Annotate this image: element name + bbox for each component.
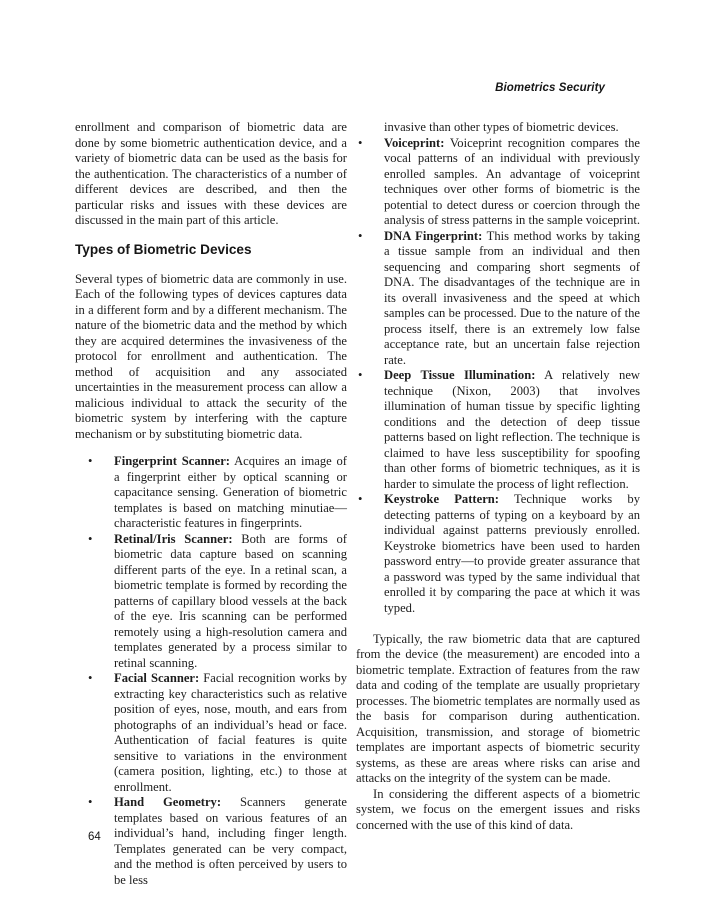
running-header: Biometrics Security xyxy=(495,82,605,94)
bullet-marker: • xyxy=(358,368,363,382)
bullet-text: Both are forms of biometric data capture based on scanning different parts of the eye. In a retinal scan, a biometric template is formed by recording the patterns of capillary blood vessels at the back of the eye. Iris scanning can be performed remotely using a high-resolution camera and templates generated by a process similar to retinal scanning. xyxy=(114,531,347,670)
bullet-term: Facial Scanner: xyxy=(114,671,200,685)
list-item xyxy=(75,454,347,532)
bullet-marker: • xyxy=(358,492,363,506)
section-paragraph: Several types of biometric data are commonly in use. Each of the following types of devices captures data in a different form and by a different mechanism. The nature of the biometric data and the method by which they are acquired determines the invasiveness of the protocol for enrollment and authentication. The method of acquisition and any associated uncertainties in the measurement process can allow a malicious individual to attack the security of the biometric system by interfering with the capture mechanism or by substituting biometric data. xyxy=(75,271,347,441)
bullet-continuation-line: invasive than other types of biometric devices. xyxy=(384,120,619,134)
bullet-marker: • xyxy=(358,228,363,243)
bullet-marker: • xyxy=(88,531,93,546)
bullet-text: Facial recognition works by extracting key characteristics such as relative position of eyes, nose, mouth, and ears from photographs of an individual’s head or face. Authentication of facial features is quite sensitive to variations in the environment (camera position, lighting, etc.) to those at enrollment. xyxy=(114,671,347,794)
bullet-marker: • xyxy=(358,135,363,150)
list-item xyxy=(75,795,347,888)
bullet-term: Voiceprint: xyxy=(384,135,445,150)
list-item xyxy=(75,671,347,795)
list-item xyxy=(356,229,640,369)
closing-paragraph: In considering the different aspects of a biometric system, we focus on the emergent issues and risks concerned with the use of this kind of data. xyxy=(356,786,640,832)
list-item xyxy=(75,532,347,672)
bullet-term: Deep Tissue Illumination: xyxy=(384,368,536,382)
bullet-marker: • xyxy=(88,454,93,468)
bullet-text: This method works by taking a tissue sample from an individual and then sequencing and comparing short segments of DNA. The disadvantages of the technique are in its overall invasiveness and the speed at which samples can be processed. Due to the nature of the process itself, there is an extremely low false acceptance rate, but an uncertain false rejection rate. xyxy=(384,228,640,367)
device-bullet-list-left xyxy=(75,454,347,888)
bullet-term: Hand Geometry: xyxy=(114,795,222,809)
bullet-text: Acquires an image of a fingerprint either by optical scanning or capacitance sensing. Generation of biometric templates is based on matching minutiae—characteristic features in fingerprints. xyxy=(114,454,347,530)
device-bullet-list-right xyxy=(356,136,640,617)
bullet-text: Scanners generate templates based on various features of an individual’s hand, including finger length. Templates generated can be very compact, and the method is often perceived by users to be less xyxy=(114,795,347,887)
bullet-text: Technique works by detecting patterns of typing on a keyboard by an individual against patterns previously enrolled. Keystroke biometrics have been used to harden password entry—to provide greater assurance that a password was typed by the same individual that enrolled it by comparing the pace at which it was typed. xyxy=(384,492,640,615)
bullet-term: Keystroke Pattern: xyxy=(384,492,499,506)
closing-paragraph: Typically, the raw biometric data that are captured from the device (the measurement) are encoded into a biometric template. Extraction of features from the raw data and coding of the template are usually proprietary processes. The biometric templates are normally used as the basis for comparison during authentication. Acquisition, transmission, and storage of biometric templates are important aspects of biometric security systems, as these are areas where risks can arise and attacks on the integrity of the system can be made. xyxy=(356,631,640,785)
bullet-term: DNA Fingerprint: xyxy=(384,228,483,243)
bullet-text: A relatively new technique (Nixon, 2003) that involves illumination of human tissue by specific lighting conditions and the detection of deep tissue patterns based on light reflection. The technique is claimed to have less susceptibility for spoofing than other forms of biometric techniques, as it is harder to simulate the process of light reflection. xyxy=(384,368,640,491)
right-column xyxy=(356,120,640,888)
list-item xyxy=(356,492,640,616)
bullet-text: Voiceprint recognition compares the vocal patterns of an individual with previously enrolled samples. An advantage of voiceprint techniques over other forms of biometric is the potential to detect duress or coercion through the analysis of stress patterns in the sample voiceprint. xyxy=(384,135,641,227)
list-item xyxy=(356,136,640,229)
left-column xyxy=(75,120,347,888)
bullet-marker: • xyxy=(88,671,93,685)
section-heading: Types of Biometric Devices xyxy=(75,241,252,257)
two-column-body xyxy=(75,120,640,888)
list-item xyxy=(356,368,640,492)
bullet-marker: • xyxy=(88,795,93,809)
bullet-term: Retinal/Iris Scanner: xyxy=(114,531,233,546)
intro-paragraph: enrollment and comparison of biometric data are done by some biometric authentication device, and a variety of biometric data can be used as the basis for the authentication. The characteristics of a number of different devices are described, and then the particular risks and issues with these devices are discussed in the main part of this article. xyxy=(75,120,347,227)
page-number: 64 xyxy=(88,831,101,843)
bullet-term: Fingerprint Scanner: xyxy=(114,454,231,468)
closing-paragraphs xyxy=(356,632,640,834)
